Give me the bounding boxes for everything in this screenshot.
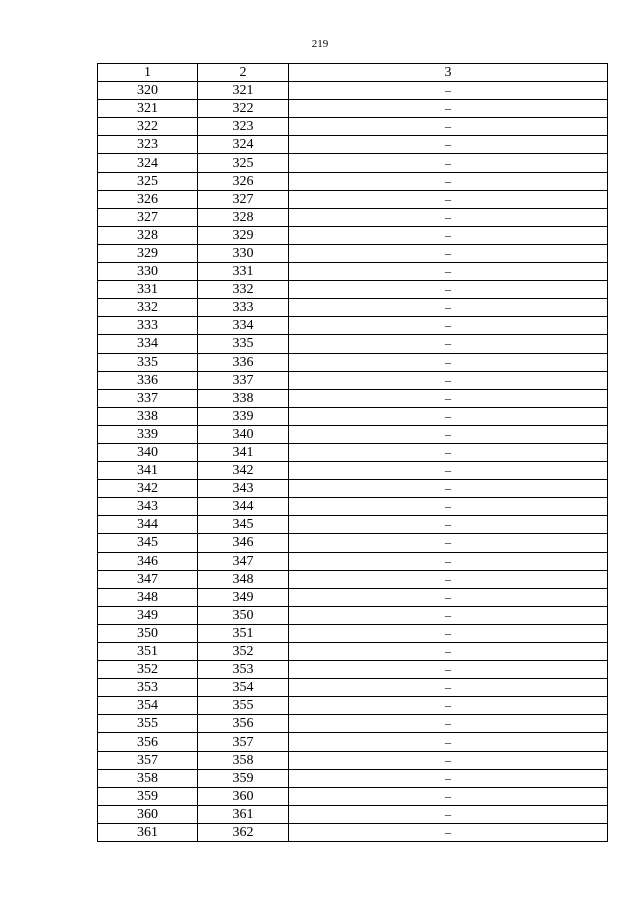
- table-cell-col-3: –: [289, 823, 608, 841]
- table-cell-col-1: 328: [98, 226, 198, 244]
- data-table: [97, 63, 608, 842]
- table-row: [98, 624, 608, 642]
- table-row: [98, 480, 608, 498]
- table-row: [98, 136, 608, 154]
- table-cell-col-3: –: [289, 715, 608, 733]
- table-cell-col-3: –: [289, 190, 608, 208]
- table-row: [98, 263, 608, 281]
- table-row: [98, 643, 608, 661]
- table-cell-col-1: 325: [98, 172, 198, 190]
- table-row: [98, 787, 608, 805]
- table-cell-col-3: –: [289, 643, 608, 661]
- table-cell-col-1: 341: [98, 462, 198, 480]
- table-cell-col-1: 334: [98, 335, 198, 353]
- table-cell-col-2: 339: [198, 407, 289, 425]
- table-cell-col-3: –: [289, 226, 608, 244]
- table-cell-col-1: 338: [98, 407, 198, 425]
- table-cell-col-3: –: [289, 570, 608, 588]
- table-row: [98, 443, 608, 461]
- table-cell-col-1: 346: [98, 552, 198, 570]
- table-row: [98, 733, 608, 751]
- table-cell-col-1: 336: [98, 371, 198, 389]
- table-cell-col-1: 331: [98, 281, 198, 299]
- table-cell-col-2: 343: [198, 480, 289, 498]
- table-cell-col-2: 333: [198, 299, 289, 317]
- table-cell-col-3: –: [289, 769, 608, 787]
- table-cell-col-3: –: [289, 516, 608, 534]
- table-cell-col-2: 321: [198, 82, 289, 100]
- table-cell-col-1: 360: [98, 805, 198, 823]
- table-row: [98, 353, 608, 371]
- table-cell-col-2: 342: [198, 462, 289, 480]
- table-cell-col-2: 334: [198, 317, 289, 335]
- table-cell-col-2: 351: [198, 624, 289, 642]
- table-row: [98, 425, 608, 443]
- table-row: [98, 462, 608, 480]
- table-cell-col-2: 350: [198, 606, 289, 624]
- table-cell-col-2: 357: [198, 733, 289, 751]
- table-cell-col-3: –: [289, 371, 608, 389]
- table-row: [98, 570, 608, 588]
- column-header-2: 2: [198, 64, 289, 82]
- table-row: [98, 154, 608, 172]
- table-cell-col-2: 356: [198, 715, 289, 733]
- table-cell-col-2: 358: [198, 751, 289, 769]
- table-cell-col-2: 352: [198, 643, 289, 661]
- table-cell-col-3: –: [289, 335, 608, 353]
- table-cell-col-3: –: [289, 751, 608, 769]
- table-cell-col-3: –: [289, 733, 608, 751]
- table-row: [98, 172, 608, 190]
- table-cell-col-3: –: [289, 317, 608, 335]
- table-row: [98, 697, 608, 715]
- table-row: [98, 389, 608, 407]
- table-row: [98, 335, 608, 353]
- table-cell-col-1: 348: [98, 588, 198, 606]
- table-row: [98, 407, 608, 425]
- table-cell-col-1: 358: [98, 769, 198, 787]
- table-cell-col-3: –: [289, 606, 608, 624]
- table-cell-col-1: 326: [98, 190, 198, 208]
- table-cell-col-3: –: [289, 353, 608, 371]
- table-cell-col-2: 338: [198, 389, 289, 407]
- table-row: [98, 190, 608, 208]
- table-cell-col-1: 345: [98, 534, 198, 552]
- table-cell-col-1: 324: [98, 154, 198, 172]
- table-header-row: [98, 64, 608, 82]
- table-cell-col-2: 360: [198, 787, 289, 805]
- table-cell-col-2: 323: [198, 118, 289, 136]
- table-row: [98, 606, 608, 624]
- table-cell-col-3: –: [289, 480, 608, 498]
- table-row: [98, 534, 608, 552]
- table-cell-col-2: 337: [198, 371, 289, 389]
- table-row: [98, 281, 608, 299]
- table-row: [98, 769, 608, 787]
- table-cell-col-1: 351: [98, 643, 198, 661]
- table-cell-col-1: 333: [98, 317, 198, 335]
- column-header-1: 1: [98, 64, 198, 82]
- table-cell-col-3: –: [289, 82, 608, 100]
- table-cell-col-3: –: [289, 136, 608, 154]
- table-cell-col-1: 350: [98, 624, 198, 642]
- table-row: [98, 679, 608, 697]
- table-cell-col-1: 353: [98, 679, 198, 697]
- table-cell-col-2: 329: [198, 226, 289, 244]
- table-cell-col-2: 355: [198, 697, 289, 715]
- table-cell-col-3: –: [289, 118, 608, 136]
- table-cell-col-1: 339: [98, 425, 198, 443]
- table-row: [98, 823, 608, 841]
- table-cell-col-2: 326: [198, 172, 289, 190]
- table-cell-col-1: 321: [98, 100, 198, 118]
- table-cell-col-1: 354: [98, 697, 198, 715]
- table-cell-col-2: 327: [198, 190, 289, 208]
- table-cell-col-1: 347: [98, 570, 198, 588]
- table-cell-col-2: 362: [198, 823, 289, 841]
- table-cell-col-1: 359: [98, 787, 198, 805]
- table-cell-col-3: –: [289, 425, 608, 443]
- table-cell-col-3: –: [289, 407, 608, 425]
- table-cell-col-1: 340: [98, 443, 198, 461]
- table-row: [98, 317, 608, 335]
- table-cell-col-2: 340: [198, 425, 289, 443]
- table-cell-col-3: –: [289, 588, 608, 606]
- table-row: [98, 715, 608, 733]
- table-cell-col-3: –: [289, 679, 608, 697]
- table-cell-col-3: –: [289, 389, 608, 407]
- table-row: [98, 516, 608, 534]
- table-row: [98, 244, 608, 262]
- table-cell-col-2: 345: [198, 516, 289, 534]
- table-row: [98, 226, 608, 244]
- table-cell-col-1: 344: [98, 516, 198, 534]
- table-cell-col-1: 320: [98, 82, 198, 100]
- table-row: [98, 805, 608, 823]
- table-cell-col-3: –: [289, 299, 608, 317]
- table-cell-col-2: 325: [198, 154, 289, 172]
- table-row: [98, 371, 608, 389]
- table-cell-col-3: –: [289, 462, 608, 480]
- table-row: [98, 552, 608, 570]
- table-cell-col-1: 361: [98, 823, 198, 841]
- table-cell-col-1: 327: [98, 208, 198, 226]
- table-row: [98, 588, 608, 606]
- table-cell-col-1: 330: [98, 263, 198, 281]
- table-cell-col-1: 356: [98, 733, 198, 751]
- table-cell-col-3: –: [289, 534, 608, 552]
- page-number: 219: [311, 38, 329, 50]
- table-cell-col-2: 347: [198, 552, 289, 570]
- table-cell-col-1: 329: [98, 244, 198, 262]
- table-cell-col-3: –: [289, 498, 608, 516]
- table-cell-col-2: 361: [198, 805, 289, 823]
- table-cell-col-3: –: [289, 624, 608, 642]
- table-cell-col-1: 335: [98, 353, 198, 371]
- table-cell-col-3: –: [289, 697, 608, 715]
- table-cell-col-2: 336: [198, 353, 289, 371]
- table-cell-col-2: 332: [198, 281, 289, 299]
- table-row: [98, 82, 608, 100]
- table-cell-col-2: 341: [198, 443, 289, 461]
- table-cell-col-1: 322: [98, 118, 198, 136]
- table-cell-col-3: –: [289, 100, 608, 118]
- table-cell-col-3: –: [289, 208, 608, 226]
- table-cell-col-1: 355: [98, 715, 198, 733]
- table-row: [98, 100, 608, 118]
- table-row: [98, 498, 608, 516]
- table-cell-col-3: –: [289, 172, 608, 190]
- table-cell-col-1: 323: [98, 136, 198, 154]
- table-cell-col-1: 352: [98, 661, 198, 679]
- table-cell-col-3: –: [289, 281, 608, 299]
- table-cell-col-2: 324: [198, 136, 289, 154]
- table-body: [98, 82, 608, 842]
- table-cell-col-3: –: [289, 661, 608, 679]
- table-cell-col-1: 342: [98, 480, 198, 498]
- table-cell-col-2: 354: [198, 679, 289, 697]
- table-cell-col-3: –: [289, 787, 608, 805]
- table-cell-col-2: 353: [198, 661, 289, 679]
- table-cell-col-3: –: [289, 263, 608, 281]
- table-cell-col-2: 328: [198, 208, 289, 226]
- table-cell-col-2: 331: [198, 263, 289, 281]
- table-row: [98, 208, 608, 226]
- table-cell-col-2: 346: [198, 534, 289, 552]
- table-row: [98, 751, 608, 769]
- table-row: [98, 299, 608, 317]
- table-row: [98, 661, 608, 679]
- column-header-3: 3: [289, 64, 608, 82]
- table-cell-col-3: –: [289, 244, 608, 262]
- table-cell-col-2: 348: [198, 570, 289, 588]
- table-cell-col-2: 344: [198, 498, 289, 516]
- table-cell-col-1: 337: [98, 389, 198, 407]
- table-cell-col-3: –: [289, 805, 608, 823]
- table-cell-col-3: –: [289, 552, 608, 570]
- table-cell-col-2: 349: [198, 588, 289, 606]
- table-cell-col-2: 322: [198, 100, 289, 118]
- table-cell-col-2: 330: [198, 244, 289, 262]
- table-cell-col-1: 357: [98, 751, 198, 769]
- table-cell-col-1: 332: [98, 299, 198, 317]
- table-cell-col-2: 335: [198, 335, 289, 353]
- table-cell-col-3: –: [289, 154, 608, 172]
- table-cell-col-1: 349: [98, 606, 198, 624]
- table-cell-col-1: 343: [98, 498, 198, 516]
- table-cell-col-2: 359: [198, 769, 289, 787]
- table-row: [98, 118, 608, 136]
- table-cell-col-3: –: [289, 443, 608, 461]
